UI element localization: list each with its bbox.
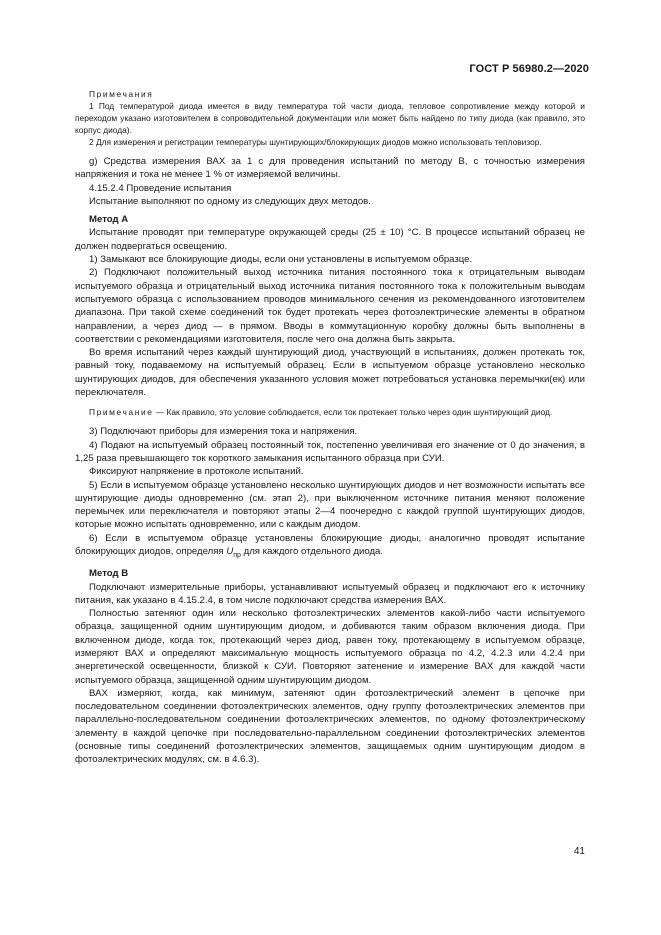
note-2: 2 Для измерения и регистрации температуры шунтирующих/блокирующих диодов можно использовать тепловизор. bbox=[89, 137, 542, 147]
document-code: ГОСТ Р 56980.2—2020 bbox=[469, 63, 589, 75]
page-number: 41 bbox=[573, 846, 585, 857]
method-b-title: Метод В bbox=[89, 568, 129, 580]
method-b-p3: ВАХ измеряют, когда, как минимум, затеняют один фотоэлектрический элемент в цепочке при последовательном соединении фотоэлектрических элементов, одну группу фотоэлектрических элементов при параллельно-последовательном соединении фотоэлектрических элементов, по одному фотоэлектрическому элементу в каждой цепочке при последовательно-параллельном соединении фотоэлектрических элементов (основные типы соединений фотоэлектрических элементов, защищаемых одним шунтирующим диодом в фотоэлектрических модулях, см. в 4.6.3). bbox=[75, 687, 585, 766]
method-a-step-1: 1) Замыкают все блокирующие диоды, если они установлены в испытуемом образце. bbox=[89, 254, 473, 266]
method-b-p2: Полностью затеняют один или несколько фотоэлектрических элементов какой-либо части испытуемого образца, защищенной одним шунтирующим диодом, и добиваются таким образом включения диода. При включенном диоде, когда ток, протекающий через диод, равен току, протекающему в испытуемом образце, измеряют ВАХ и определяют максимальную мощность испытуемого образца по 4.2, 4.2.3 или 4.2.4 при энергетической освещенности, близкой к СУИ. Повторяют затенение и измерение ВАХ для каждой части испытуемого образца, защищенной одним шунтирующим диодом. bbox=[75, 608, 585, 686]
methods-intro: Испытание выполняют по одному из следующих двух методов. bbox=[89, 195, 371, 207]
method-a-step-6 bbox=[75, 532, 585, 563]
item-g: g) Средства измерения ВАХ за 1 с для проведения испытаний по методу В, с точностью измерения напряжения и тока не менее 1 % от измеряемой величины. bbox=[75, 156, 585, 181]
method-a-record-voltage: Фиксируют напряжение в протоколе испытаний. bbox=[89, 466, 304, 478]
note-1: 1 Под температурой диода имеется в виду температура той части диода, тепловое сопротивление между которой и переходом указано изготовителем в сопроводительной документации или может быть найдено по типу диода (как правило, это корпус диода). bbox=[75, 101, 585, 135]
page-body bbox=[75, 88, 585, 767]
voltage-symbol: U bbox=[226, 546, 234, 558]
method-a-note bbox=[75, 406, 585, 418]
section-4-15-2-4: 4.15.2.4 Проведение испытания bbox=[89, 182, 232, 194]
step-6-tail: для каждого отдельного диода. bbox=[240, 546, 384, 558]
voltage-subscript: пр bbox=[233, 551, 241, 559]
note-text: — Как правило, это условие соблюдается, если ток протекает только через один шунтирующий диод. bbox=[153, 407, 553, 418]
method-b-p1: Подключают измерительные приборы, устанавливают испытуемый образец и подключают его к источнику питания, как указано в 4.15.2.4, в том числе подключают средства измерения ВАХ. bbox=[75, 581, 585, 606]
notes-title: Примечания bbox=[89, 89, 154, 99]
method-a-bypass-current: Во время испытаний через каждый шунтирующий диод, участвующий в испытаниях, должен протекать ток, равный току, подаваемому на испытуемый образец. Если в испытуемом образце установлено несколько шунтирующих диодов, для обеспечения указанного условия может потребоваться установка перемычки(ек) или переключателя. bbox=[75, 347, 585, 399]
method-a-step-3: 3) Подключают приборы для измерения тока и напряжения. bbox=[89, 426, 358, 438]
method-a-step-4: 4) Подают на испытуемый образец постоянный ток, постепенно увеличивая его значение от 0 до значения, в 1,25 раза превышающего ток короткого замыкания испытанного образца при СУИ. bbox=[75, 439, 585, 464]
note-label: Примечание bbox=[89, 407, 154, 418]
step-6-text: 6) Если в испытуемом образце установлены блокирующие диоды, аналогично проводят испытание блокирующих диодов, определяя bbox=[75, 532, 585, 558]
method-a-conditions: Испытание проводят при температуре окружающей среды (25 ± 10) °С. В процессе испытаний образец не должен подвергаться освещению. bbox=[75, 227, 585, 252]
method-a-title: Метод А bbox=[89, 214, 129, 226]
method-a-step-2: 2) Подключают положительный выход источника питания постоянного тока к отрицательным выводам испытуемого образца и отрицательный выход источника питания постоянного тока к положительным выводам испытуемого образца с использованием проводов минимального сечения из рекомендованного изготовителем диапазона. При такой схеме соединений ток будет протекать через фотоэлектрические элементы в обратном направлении, а через диод — в прямом. Вводы в коммутационную коробку должны быть выполнены в соответствии с рекомендациями изготовителя, после чего она должна быть закрыта. bbox=[75, 267, 585, 345]
method-a-step-5: 5) Если в испытуемом образце установлено несколько шунтирующих диодов и нет возможности испытать все шунтирующие диоды одновременно (см. этап 2), при выключенном источнике питания меняют положение перемычек или переключателя и повторяют этапы 2—4 поочередно с каждой группой шунтирующих диодов, которые можно испытать одновременно, или с каждым диодом. bbox=[75, 479, 585, 531]
